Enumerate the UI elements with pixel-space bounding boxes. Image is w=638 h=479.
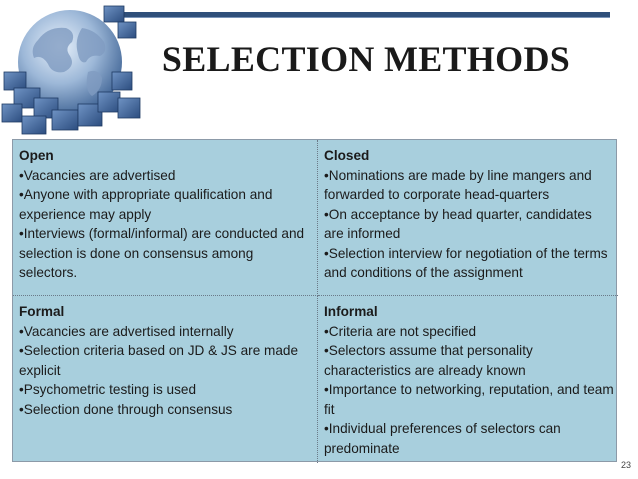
list-item: •Individual preferences of selectors can predominate	[324, 421, 561, 456]
list-item: •Psychometric testing is used	[19, 382, 197, 397]
title-divider	[124, 12, 610, 18]
list-item: •Selection criteria based on JD & JS are made explicit	[19, 343, 299, 378]
list-item: •Anyone with appropriate qualification and experience may apply	[19, 187, 273, 222]
page-number: 23	[620, 460, 631, 470]
cell-open	[13, 140, 318, 296]
list-item: •Vacancies are advertised	[19, 167, 176, 183]
list-item: •Interviews (formal/informal) are conducted and selection is done on consensus among selectors.	[19, 226, 305, 280]
list-item: •Criteria are not specified	[324, 323, 477, 339]
list-item: •Importance to networking, reputation, and team fit	[324, 382, 614, 417]
cell-heading: Formal	[19, 304, 65, 319]
cell-heading: Closed	[324, 148, 370, 163]
list-item: •Selectors assume that personality characteristics are already known	[324, 343, 533, 378]
cell-informal	[318, 296, 618, 463]
list-item: •Selection done through consensus	[19, 401, 233, 417]
page-title: SELECTION METHODS	[161, 39, 571, 79]
list-item: •Selection interview for negotiation of the terms and conditions of the assignment	[324, 245, 608, 280]
cell-heading: Informal	[324, 304, 378, 319]
cell-heading: Open	[19, 148, 54, 163]
list-item: •Vacancies are advertised internally	[19, 323, 234, 339]
cell-formal	[13, 296, 318, 463]
selection-methods-table	[12, 139, 617, 462]
cell-closed	[318, 140, 618, 296]
list-item: •Nominations are made by line mangers and forwarded to corporate head-quarters	[324, 167, 592, 202]
globe-with-boxes-icon	[0, 0, 146, 138]
list-item: •On acceptance by head quarter, candidates are informed	[324, 206, 592, 241]
